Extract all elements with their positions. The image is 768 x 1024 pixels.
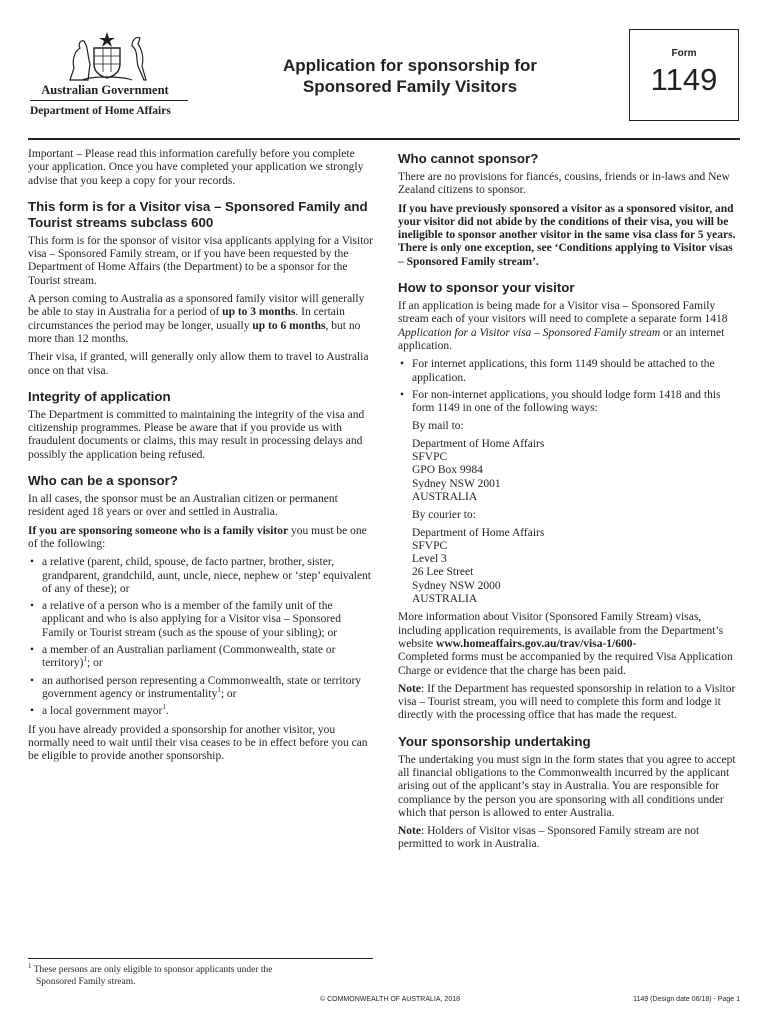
text: . In certain circumstances the period may be longer, usually [28,306,345,332]
paragraph [398,683,740,723]
header-divider [28,138,740,140]
list-item: • For non-internet applications, you should lodge form 1418 and this form 1149 in one of the following ways: [398,389,740,416]
copyright: © COMMONWEALTH OF AUSTRALIA, 2018 [320,996,460,1003]
mail-address [398,420,740,504]
section-heading-who-cannot-sponsor: Who cannot sponsor? [398,151,539,166]
bold-text: up to 6 months [252,319,326,332]
text: : Holders of Visitor visas – Sponsored Family stream are not permitted to work in Australia. [398,825,700,851]
left-column [28,148,373,768]
text: A person coming to Australia as a sponsored family visitor will generally be able to stay in Australia for a period of [28,293,365,319]
list-item: • For internet applications, this form 1149 should be attached to the application. [398,358,740,385]
footnote [28,961,348,988]
address-line: SFVPC [412,539,448,552]
paragraph: Their visa, if granted, will generally only allow them to travel to Australia once on that visa. [28,351,369,377]
government-divider [30,100,188,101]
courier-address [398,509,740,606]
right-column [398,148,740,857]
bold-text: Note [398,825,421,838]
paragraph [28,293,373,346]
paragraph: The undertaking you must sign in the form states that you agree to accept all financial obligations to the Commonwealth incurred by the applicant arising out of the applicant’s stay in Australia. You are responsible for compliance by the person you are sponsoring with all conditions under which that person is allowed to enter Australia. [398,753,736,819]
text: an authorised person representing a Commonwealth, state or territory government agency or instrumentality [42,674,362,700]
paragraph [28,525,373,552]
address-line: GPO Box 9984 [412,464,483,477]
bold-paragraph: If you have previously sponsored a visitor as a sponsored visitor, and your visitor did not abide by the conditions of their visa, you will be ineligible to sponsor another visitor in the same visa class for 5 years. There is only one exception, see ‘Conditions applying to Visitor visas – Sponsored Family stream’. [398,202,736,268]
bold-text: If you are sponsoring someone who is a family visitor [28,524,289,537]
address-line: Sydney NSW 2001 [412,477,501,490]
section-heading-how-to-sponsor: How to sponsor your visitor [398,280,575,296]
page-title [255,55,565,97]
paragraph [398,611,740,651]
address-line: AUSTRALIA [412,490,478,503]
text: a local government mayor [42,705,163,718]
footnote-text: These persons are only eligible to sponsor applicants under the [31,965,273,975]
italic-text: Application for a Visitor visa – Sponsored Family stream [398,326,661,339]
list-item: • a relative (parent, child, spouse, de facto partner, brother, sister, grandparent, grandchild, aunt, uncle, niece, nephew or ‘step’ equivalent of any of these); or [28,556,373,596]
address-line: Sydney NSW 2000 [412,579,501,592]
section-heading-form-purpose: This form is for a Visitor visa – Sponsored Family and Tourist streams subclass 600 [28,198,368,230]
paragraph: Completed forms must be accompanied by the required Visa Application Charge or evidence that the charge has been paid. [398,651,733,677]
bold-text: Note [398,682,421,695]
address-line: SFVPC [412,451,448,464]
footnote-marker: 1 [162,703,166,712]
footnote-marker: 1 [217,686,221,695]
list-item [28,705,373,718]
section-heading-undertaking: Your sponsorship undertaking [398,733,591,749]
text: or an internet application. [398,326,725,352]
section-heading-integrity: Integrity of application [28,388,171,404]
form-label: Form [671,48,697,59]
address-heading: By mail to: [412,420,464,433]
footnote-marker: 1 [28,961,32,970]
address-line: Level 3 [412,553,447,566]
list-item: • a relative of a person who is a member of the family unit of the applicant and who is also applying for a Visitor visa – Sponsored Family or Tourist stream (such as the spouse of your sibling); or [28,600,373,640]
paragraph: There are no provisions for fiancés, cousins, friends or in-laws and New Zealand citizens to sponsor. [398,171,730,197]
footnote-text: Sponsored Family stream. [36,977,136,987]
text: If an application is being made for a Visitor visa – Sponsored Family stream each of your visitors will need to complete a separate form 1418 [398,300,728,326]
text: ; or [220,687,237,700]
paragraph [398,300,740,353]
text: . [165,705,169,718]
government-name: Australian Government [41,83,169,97]
page-header [0,0,768,140]
paragraph: If you have already provided a sponsorship for another visitor, you normally need to wait until their visa ceases to be in effect before you can be eligible to provide another sponsorship. [28,723,368,763]
section-heading-who-can-sponsor: Who can be a sponsor? [28,473,178,489]
lodgement-list [398,358,740,415]
paragraph [398,825,740,852]
address-line: 26 Lee Street [412,566,474,579]
paragraph: In all cases, the sponsor must be an Australian citizen or permanent resident aged 18 years or over and settled in Australia. [28,493,338,519]
text: a member of an Australian parliament (Commonwealth, state or territory) [42,644,336,670]
bold-text: up to 3 months [222,306,296,319]
list-item [28,644,373,671]
text: ; or [87,657,103,670]
australian-coat-of-arms-icon [62,30,152,82]
address-heading: By courier to: [412,509,476,522]
department-name: Department of Home Affairs [30,105,171,117]
list-item [28,675,373,702]
text: , but no more than 12 months. [28,319,361,345]
address-line: Department of Home Affairs [412,526,545,539]
text: you must be one of the following: [28,524,367,550]
address-line: Department of Home Affairs [412,437,545,450]
form-number-box [629,29,739,121]
intro-paragraph: Important – Please read this information carefully before you complete your application. Once you have completed your application we strongly advise that you keep a copy for your records. [28,148,364,187]
page-reference: 1149 (Design date 06/18) - Page 1 [633,996,740,1003]
address-line: AUSTRALIA [412,593,478,606]
form-number: 1149 [650,62,718,97]
text: : If the Department has requested sponsorship in relation to a Visitor visa – Tourist stream, you will need to complete this form and lodge it directly with the processing office that has made the request. [398,682,736,722]
paragraph: The Department is committed to maintaining the integrity of the visa and citizenship programmes. Please be aware that if you provide us with fraudulent documents or claims, this may result in processing delays and possibly the application being refused. [28,408,365,461]
footnote-marker: 1 [83,655,88,664]
footnote-divider [28,958,373,959]
sponsor-eligibility-list [28,556,373,718]
website-link[interactable]: www.homeaffairs.gov.au/trav/visa-1/600- [436,637,637,650]
paragraph: This form is for the sponsor of visitor visa applicants applying for a Visitor visa – Sponsored Family stream, or if you have been requested by the Department of Home Affairs (the Department) to be a sponsor for the Tourist stream. [28,234,374,287]
title-line-2: Sponsored Family Visitors [302,77,518,96]
title-line-1: Application for sponsorship for [282,56,538,75]
text: More information about Visitor (Sponsored Family Stream) visas, including application requirements, is available from the Department’s website [398,611,724,650]
